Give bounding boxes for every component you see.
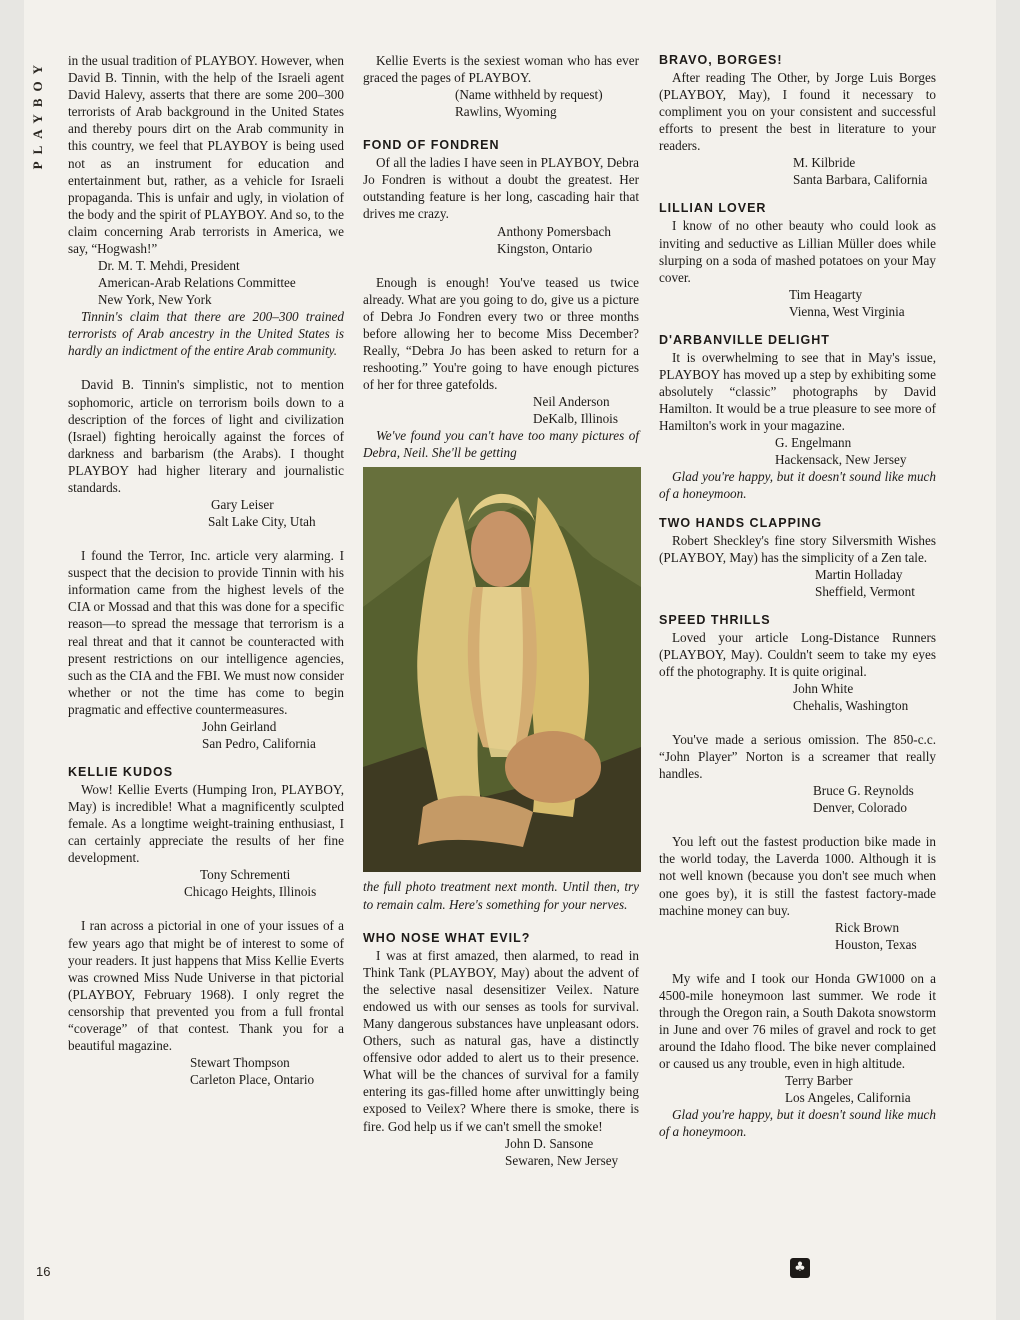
letter-signature: Terry Barber Los Angeles, California: [785, 1073, 911, 1106]
section-heading: SPEED THRILLS: [659, 612, 771, 627]
letter-signature: Tony Schrementi Chicago Heights, Illinois: [184, 867, 317, 900]
letter-text: Robert Sheckley's fine story Silversmith Wishes (PLAYBOY, May) has the simplicity of a Zen tale.: [659, 532, 936, 565]
letter-text: Loved your article Long-Distance Runners (PLAYBOY, May). Couldn't seem to take my eyes off the photography. It is quite original.: [659, 629, 936, 679]
letter-text: You left out the fastest production bike made in the world today, the Laverda 1000. Although it is not well known (because you don't see much when one goes by), it is still the fastest factory-made machine money can buy.: [659, 834, 936, 918]
letter-signature: (Name withheld by request) Rawlins, Wyoming: [455, 87, 603, 120]
letter-text: I know of no other beauty who could look as inviting and seductive as Lillian Müller does while slurping on a soda of mashed potatoes on your May cover.: [659, 218, 936, 285]
letter-text: After reading The Other, by Jorge Luis Borges (PLAYBOY, May), I found it necessary to compliment you on your consistent and successful efforts to present the best in literature to your readers.: [659, 70, 936, 154]
letter-text: I found the Terror, Inc. article very alarming. I suspect that the decision to provide Tinnin with his information came from the highest levels of the CIA or Mossad and that this was done for a specific reason—to spread the message that terrorism is a real threat and that it cannot be counteracted with present restrictions on our intelligence agencies, such as the CIA and the FBI. We must now consider whether or not the time has come to begin pragmatic and effective countermeasures.: [68, 548, 344, 717]
letter-signature: Stewart Thompson Carleton Place, Ontario: [190, 1055, 315, 1088]
editor-reply: the full photo treatment next month. Until then, try to remain calm. Here's something for your nerves.: [363, 879, 639, 912]
column-3: [659, 52, 936, 1140]
rabbit-head-logo-icon: ♣: [790, 1258, 810, 1278]
letter-signature: Tim Heagarty Vienna, West Virginia: [789, 286, 905, 319]
section-heading: D'ARBANVILLE DELIGHT: [659, 332, 830, 347]
letter-signature: John D. Sansone Sewaren, New Jersey: [505, 1135, 619, 1168]
letter-text: Of all the ladies I have seen in PLAYBOY, Debra Jo Fondren is without a doubt the greatest. Her outstanding feature is her long, cascading hair that drives me crazy.: [363, 155, 639, 222]
letter-signature: Gary Leiser Salt Lake City, Utah: [208, 497, 316, 530]
letter-signature: Bruce G. Reynolds Denver, Colorado: [813, 783, 914, 816]
section-heading: KELLIE KUDOS: [68, 765, 174, 779]
letter-text: Wow! Kellie Everts (Humping Iron, PLAYBOY, May) is incredible! What a magnificently sculpted female. As a longtime weight-training enthusiast, I can certainly appreciate the results of her fine development.: [68, 782, 344, 866]
column-1: [68, 52, 344, 1088]
letter-text: David B. Tinnin's simplistic, not to mention sophomoric, article on terrorism boils down to a description of the forces of light and civilization (Israel) fighting heroically against the forces of darkness and barbarism (the Arabs). I thought PLAYBOY had higher literary and journalistic standards.: [68, 377, 344, 495]
section-heading: BRAVO, BORGES!: [659, 53, 783, 67]
editor-reply: Glad you're happy, but it doesn't sound like much of a honeymoon.: [659, 1107, 936, 1140]
letter-signature: John Geirland San Pedro, California: [202, 719, 316, 751]
letter-text: I ran across a pictorial in one of your issues of a few years ago that might be of interest to some of your readers. It just happens that Miss Kellie Everts was crowned Miss Nude Universe in that pictorial (PLAYBOY, February 1968). I only regret the censorship that prevented you from a full frontal “coverage” of that contest. Thank you for a beautiful magazine.: [68, 918, 344, 1054]
letter-signature: Martin Holladay Sheffield, Vermont: [815, 566, 915, 599]
letter-text: My wife and I took our Honda GW1000 on a 4500-mile honeymoon last summer. We rode it through the Oregon rain, a South Dakota snowstorm in June and over 76 miles of gravel and rock to get around the Idaho flood. The bike never complained or caused us any trouble, even in high altitude.: [659, 970, 936, 1072]
letter-signature: Neil Anderson DeKalb, Illinois: [533, 394, 618, 427]
page-number: 16: [36, 1264, 51, 1279]
section-heading: WHO NOSE WHAT EVIL?: [363, 930, 531, 945]
letter-text: Kellie Everts is the sexiest woman who has ever graced the pages of PLAYBOY.: [363, 53, 639, 86]
letter-signature: G. Engelmann Hackensack, New Jersey: [775, 435, 907, 468]
section-heading: TWO HANDS CLAPPING: [659, 515, 823, 530]
photo-illustration: [363, 467, 641, 872]
editor-reply: Glad you're happy, but it doesn't sound like much of a honeymoon.: [659, 469, 936, 502]
letter-text: in the usual tradition of PLAYBOY. However, when David B. Tinnin, with the help of the Israeli agent David Halevy, asserts that there are some 200–300 terrorists of Arab background in the United States and thereby pours dirt on the Arab community in this country, we feel that PLAYBOY is being used not as an instrument for education and entertainment but, rather, as a vehicle for Israeli propaganda. This is unfair and ugly, in violation of the body and the spirit of PLAYBOY. And so, to the claim concerning Arab terrorists in America, we say, “Hogwash!”: [68, 53, 344, 257]
section-heading: LILLIAN LOVER: [659, 201, 767, 216]
editor-reply: We've found you can't have too many pictures of Debra, Neil. She'll be getting: [363, 428, 639, 461]
letter-signature: M. Kilbride Santa Barbara, California: [793, 155, 928, 188]
letter-text: I was at first amazed, then alarmed, to read in Think Tank (PLAYBOY, May) about the advent of the selective nasal desensitizer Veilex. Nature endowed us with our senses as tools for survival. Many dangerous substances have unpleasant odors. Others, such as natural gas, have a distinctly offensive odor added to alert us to their presence. What will be the chances of survival for a family entering its gas-filled home after unwittingly being exposed to Veilex? Where there is smoke, there is fire. God help us if we can't smell the smoke!: [363, 947, 639, 1134]
letter-signature: Dr. M. T. Mehdi, President American-Arab Relations Committee New York, New York: [98, 258, 296, 308]
letter-text: You've made a serious omission. The 850-c.c. “John Player” Norton is a screamer that really handles.: [659, 731, 936, 782]
running-head: PLAYBOY: [30, 58, 45, 170]
column-2: [363, 52, 639, 1169]
letter-text: Enough is enough! You've teased us twice already. What are you going to do, give us a picture of Debra Jo Fondren every two or three months before allowing her to become Miss December? Really, “Debra Jo has been asked to return for a reshooting.” You're going to have enough pictures of her for three gatefolds.: [363, 274, 639, 393]
section-heading: FOND OF FONDREN: [363, 138, 500, 153]
letter-signature: Anthony Pomersbach Kingston, Ontario: [497, 223, 611, 256]
editor-reply: Tinnin's claim that there are 200–300 trained terrorists of Arab ancestry in the United States is hardly an indictment of the entire Arab community.: [68, 309, 344, 359]
letter-text: It is overwhelming to see that in May's issue, PLAYBOY has moved up a step by exhibiting some absolutely “classic” photographs by David Hamilton. It would be a true pleasure to see more of Hamilton's work in your magazine.: [659, 349, 936, 434]
letter-signature: John White Chehalis, Washington: [793, 680, 909, 713]
photo-debra-jo-fondren: [363, 467, 641, 872]
letter-signature: Rick Brown Houston, Texas: [835, 919, 917, 952]
